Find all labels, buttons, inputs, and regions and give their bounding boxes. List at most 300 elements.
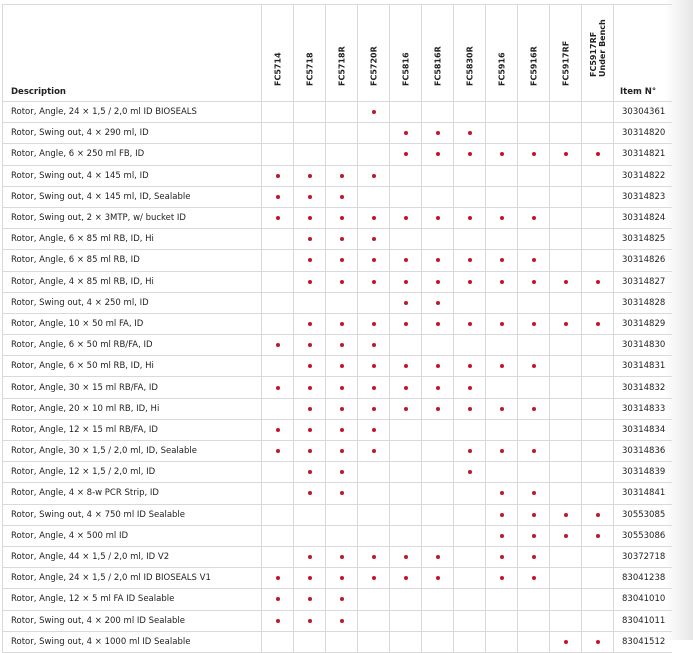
compatibility-cell [486,313,518,334]
compatible-dot-icon [308,216,312,220]
compatibility-cell [390,504,422,525]
compatible-dot-icon [340,386,344,390]
compatible-dot-icon [436,386,440,390]
compatible-dot-icon [436,301,440,305]
compatibility-cell [358,441,390,462]
table-row [3,250,672,271]
compatibility-cell [550,207,582,228]
compatibility-cell [582,186,614,207]
compatibility-cell [486,441,518,462]
table-row [3,271,672,292]
compatibility-cell [582,589,614,610]
compatibility-cell [294,610,326,631]
compatible-dot-icon [532,491,536,495]
compatibility-cell [358,165,390,186]
compatibility-cell [582,610,614,631]
rotor-description: Rotor, Angle, 4 × 500 ml ID [3,525,262,546]
rotor-description: Rotor, Swing out, 4 × 290 ml, ID [3,123,262,144]
compatible-dot-icon [404,258,408,262]
compatible-dot-icon [308,386,312,390]
compatibility-cell [358,292,390,313]
rotor-description: Rotor, Angle, 24 × 1,5 / 2,0 ml ID BIOSEALS [3,102,262,123]
compatibility-cell [422,483,454,504]
compatibility-cell [518,631,550,652]
compatibility-cell [262,462,294,483]
compatibility-cell [422,377,454,398]
compatibility-cell [582,144,614,165]
compatibility-cell [358,419,390,440]
model-column-header [358,5,390,102]
compatible-dot-icon [340,258,344,262]
compatibility-cell [518,377,550,398]
compatibility-cell [582,250,614,271]
compatible-dot-icon [500,513,504,517]
compatibility-cell [550,462,582,483]
compatibility-cell [486,335,518,356]
compatibility-cell [454,335,486,356]
compatibility-cell [294,165,326,186]
compatibility-cell [518,292,550,313]
compatibility-cell [550,123,582,144]
compatible-dot-icon [308,195,312,199]
compatibility-cell [582,335,614,356]
compatible-dot-icon [532,258,536,262]
compatible-dot-icon [404,131,408,135]
compatibility-cell [294,568,326,589]
item-number-column-header: Item N° [614,5,672,102]
compatibility-cell [358,589,390,610]
compatibility-cell [390,568,422,589]
compatibility-cell [518,589,550,610]
compatibility-cell [454,292,486,313]
compatible-dot-icon [372,174,376,178]
compatible-dot-icon [308,407,312,411]
compatible-dot-icon [372,280,376,284]
rotor-description: Rotor, Angle, 6 × 250 ml FB, ID [3,144,262,165]
compatible-dot-icon [532,322,536,326]
compatibility-cell [550,144,582,165]
compatibility-cell [518,335,550,356]
item-number: 30314832 [614,377,672,398]
compatibility-cell [326,610,358,631]
compatibility-cell [294,313,326,334]
rotor-description: Rotor, Angle, 20 × 10 ml RB, ID, Hi [3,398,262,419]
compatibility-cell [326,229,358,250]
item-number: 30314829 [614,313,672,334]
compatibility-cell [550,419,582,440]
model-label: FC5916 [497,52,506,86]
compatibility-cell [358,123,390,144]
compatibility-cell [294,631,326,652]
compatibility-cell [262,504,294,525]
compatible-dot-icon [308,449,312,453]
compatible-dot-icon [340,343,344,347]
compatibility-cell [294,525,326,546]
compatible-dot-icon [436,131,440,135]
model-column-header [262,5,294,102]
table-body [3,102,672,653]
compatible-dot-icon [276,428,280,432]
compatibility-cell [390,271,422,292]
compatible-dot-icon [340,322,344,326]
compatibility-cell [358,356,390,377]
compatibility-cell [486,631,518,652]
compatible-dot-icon [372,322,376,326]
compatibility-cell [422,335,454,356]
compatibility-cell [262,102,294,123]
compatibility-cell [390,441,422,462]
rotor-compatibility-table [2,4,672,653]
compatible-dot-icon [308,619,312,623]
compatibility-cell [486,144,518,165]
table-header-row [3,5,672,102]
compatibility-cell [262,165,294,186]
compatibility-cell [262,313,294,334]
compatibility-cell [326,271,358,292]
compatible-dot-icon [532,513,536,517]
compatibility-cell [326,102,358,123]
compatible-dot-icon [468,364,472,368]
compatible-dot-icon [500,534,504,538]
rotor-description: Rotor, Angle, 24 × 1,5 / 2,0 ml ID BIOSEALS V1 [3,568,262,589]
compatibility-cell [454,441,486,462]
compatibility-cell [326,335,358,356]
compatible-dot-icon [276,449,280,453]
compatibility-cell [422,419,454,440]
compatibility-cell [454,546,486,567]
compatible-dot-icon [468,449,472,453]
compatible-dot-icon [340,364,344,368]
compatible-dot-icon [564,322,568,326]
model-column-header [486,5,518,102]
compatible-dot-icon [500,407,504,411]
compatibility-cell [582,568,614,589]
compatible-dot-icon [500,555,504,559]
compatibility-cell [518,165,550,186]
compatibility-cell [518,504,550,525]
item-number: 30314839 [614,462,672,483]
compatibility-cell [550,568,582,589]
model-column-header [390,5,422,102]
compatibility-cell [326,546,358,567]
compatible-dot-icon [468,131,472,135]
compatibility-cell [486,123,518,144]
compatible-dot-icon [340,555,344,559]
compatible-dot-icon [500,364,504,368]
compatible-dot-icon [340,237,344,241]
compatible-dot-icon [276,216,280,220]
compatible-dot-icon [500,280,504,284]
compatibility-cell [422,186,454,207]
compatible-dot-icon [308,237,312,241]
compatible-dot-icon [372,110,376,114]
compatibility-cell [422,398,454,419]
compatibility-cell [454,271,486,292]
compatibility-cell [358,483,390,504]
item-number: 83041011 [614,610,672,631]
compatibility-cell [390,335,422,356]
compatibility-cell [294,123,326,144]
compatibility-cell [454,123,486,144]
compatible-dot-icon [404,576,408,580]
compatible-dot-icon [308,343,312,347]
compatible-dot-icon [468,258,472,262]
compatibility-cell [326,144,358,165]
compatible-dot-icon [308,322,312,326]
compatibility-cell [390,186,422,207]
compatibility-cell [358,335,390,356]
compatible-dot-icon [308,470,312,474]
compatible-dot-icon [500,216,504,220]
compatible-dot-icon [340,216,344,220]
compatible-dot-icon [500,152,504,156]
compatibility-cell [486,546,518,567]
compatibility-cell [326,123,358,144]
table-row [3,144,672,165]
compatible-dot-icon [372,237,376,241]
rotor-description: Rotor, Angle, 6 × 50 ml RB, ID, Hi [3,356,262,377]
compatible-dot-icon [500,576,504,580]
compatibility-cell [326,313,358,334]
rotor-description: Rotor, Angle, 30 × 1,5 / 2,0 ml, ID, Sealable [3,441,262,462]
compatibility-cell [582,207,614,228]
rotor-description: Rotor, Swing out, 4 × 200 ml ID Sealable [3,610,262,631]
compatibility-cell [454,165,486,186]
compatibility-cell [358,250,390,271]
compatible-dot-icon [436,364,440,368]
compatibility-cell [262,144,294,165]
item-number: 30314833 [614,398,672,419]
compatible-dot-icon [340,428,344,432]
compatible-dot-icon [436,555,440,559]
compatibility-cell [326,631,358,652]
model-label: FC5718 [305,52,314,86]
compatibility-cell [422,165,454,186]
compatible-dot-icon [596,640,600,644]
compatibility-cell [358,207,390,228]
compatible-dot-icon [276,576,280,580]
compatibility-cell [294,589,326,610]
compatibility-cell [550,313,582,334]
compatible-dot-icon [308,174,312,178]
compatibility-cell [326,356,358,377]
compatibility-cell [262,123,294,144]
compatible-dot-icon [308,428,312,432]
rotor-description: Rotor, Angle, 12 × 15 ml RB/FA, ID [3,419,262,440]
compatibility-cell [518,483,550,504]
compatibility-cell [358,504,390,525]
compatibility-cell [550,102,582,123]
compatible-dot-icon [532,534,536,538]
compatible-dot-icon [436,280,440,284]
compatibility-cell [358,102,390,123]
compatibility-cell [550,546,582,567]
compatible-dot-icon [340,195,344,199]
compatibility-cell [582,271,614,292]
compatible-dot-icon [308,491,312,495]
compatible-dot-icon [372,407,376,411]
compatibility-cell [262,610,294,631]
compatibility-cell [422,568,454,589]
compatibility-cell [454,483,486,504]
compatibility-cell [454,631,486,652]
compatibility-cell [422,123,454,144]
compatibility-cell [486,165,518,186]
compatible-dot-icon [564,280,568,284]
compatible-dot-icon [404,364,408,368]
compatibility-cell [326,292,358,313]
compatibility-cell [390,144,422,165]
item-number: 30314822 [614,165,672,186]
compatible-dot-icon [276,386,280,390]
compatibility-cell [486,250,518,271]
compatible-dot-icon [340,280,344,284]
compatibility-cell [262,356,294,377]
compatibility-cell [326,483,358,504]
item-number: 30314831 [614,356,672,377]
compatibility-cell [326,377,358,398]
model-label: FC5830R [465,46,474,86]
compatible-dot-icon [340,597,344,601]
compatibility-cell [390,165,422,186]
compatibility-cell [390,123,422,144]
compatibility-cell [454,356,486,377]
compatibility-cell [486,186,518,207]
compatibility-cell [358,398,390,419]
compatible-dot-icon [532,555,536,559]
compatibility-cell [358,271,390,292]
model-column-header [550,5,582,102]
compatibility-cell [262,568,294,589]
compatibility-cell [550,250,582,271]
table-row [3,292,672,313]
table-row [3,102,672,123]
compatibility-cell [422,229,454,250]
compatibility-cell [550,441,582,462]
compatible-dot-icon [276,174,280,178]
compatibility-cell [454,186,486,207]
compatibility-cell [390,483,422,504]
compatible-dot-icon [436,152,440,156]
compatibility-cell [550,165,582,186]
compatible-dot-icon [404,280,408,284]
compatible-dot-icon [372,216,376,220]
compatibility-cell [518,102,550,123]
compatibility-cell [422,271,454,292]
compatible-dot-icon [596,322,600,326]
compatible-dot-icon [308,280,312,284]
compatibility-cell [262,250,294,271]
table-row [3,546,672,567]
compatible-dot-icon [468,386,472,390]
compatibility-cell [422,144,454,165]
rotor-description: Rotor, Angle, 12 × 5 ml FA ID Sealable [3,589,262,610]
rotor-description: Rotor, Angle, 6 × 50 ml RB/FA, ID [3,335,262,356]
item-number: 30314828 [614,292,672,313]
compatibility-cell [518,271,550,292]
compatibility-cell [550,504,582,525]
table-row [3,589,672,610]
compatibility-cell [294,335,326,356]
compatibility-cell [486,356,518,377]
table-row [3,483,672,504]
compatibility-cell [358,462,390,483]
table-row [3,186,672,207]
compatibility-cell [294,546,326,567]
compatible-dot-icon [532,576,536,580]
compatibility-cell [518,610,550,631]
compatibility-cell [518,313,550,334]
compatibility-cell [422,207,454,228]
compatibility-cell [518,525,550,546]
model-column-header [582,5,614,102]
compatibility-cell [582,504,614,525]
item-number: 30304361 [614,102,672,123]
compatibility-cell [486,419,518,440]
compatibility-cell [358,631,390,652]
compatible-dot-icon [436,258,440,262]
compatible-dot-icon [468,470,472,474]
compatible-dot-icon [308,258,312,262]
compatibility-cell [326,419,358,440]
item-number: 30314821 [614,144,672,165]
compatible-dot-icon [532,449,536,453]
compatibility-cell [422,250,454,271]
table-row [3,441,672,462]
compatibility-cell [486,398,518,419]
rotor-description: Rotor, Swing out, 4 × 145 ml, ID, Sealable [3,186,262,207]
compatibility-cell [326,165,358,186]
table-row [3,335,672,356]
compatible-dot-icon [436,576,440,580]
compatibility-cell [326,568,358,589]
compatibility-cell [294,441,326,462]
compatibility-cell [294,229,326,250]
compatible-dot-icon [340,619,344,623]
compatibility-cell [486,102,518,123]
compatibility-cell [390,292,422,313]
compatibility-cell [486,377,518,398]
compatibility-cell [582,441,614,462]
compatibility-cell [582,419,614,440]
item-number: 30372718 [614,546,672,567]
compatible-dot-icon [276,195,280,199]
compatibility-cell [262,589,294,610]
item-number: 83041238 [614,568,672,589]
compatibility-cell [454,398,486,419]
compatible-dot-icon [308,555,312,559]
table-row [3,631,672,652]
compatibility-cell [454,419,486,440]
compatibility-cell [454,144,486,165]
compatibility-cell [422,292,454,313]
description-column-header: Description [3,5,262,102]
compatibility-cell [518,441,550,462]
compatibility-cell [550,229,582,250]
model-label: FC5718R [337,46,346,86]
compatibility-cell [390,313,422,334]
compatible-dot-icon [596,534,600,538]
rotor-description: Rotor, Swing out, 4 × 750 ml ID Sealable [3,504,262,525]
compatibility-cell [422,504,454,525]
rotor-description: Rotor, Swing out, 4 × 145 ml, ID [3,165,262,186]
compatibility-cell [422,441,454,462]
compatibility-cell [262,271,294,292]
rotor-description: Rotor, Swing out, 4 × 1000 ml ID Sealable [3,631,262,652]
compatibility-cell [454,525,486,546]
compatibility-cell [294,398,326,419]
compatibility-cell [326,525,358,546]
